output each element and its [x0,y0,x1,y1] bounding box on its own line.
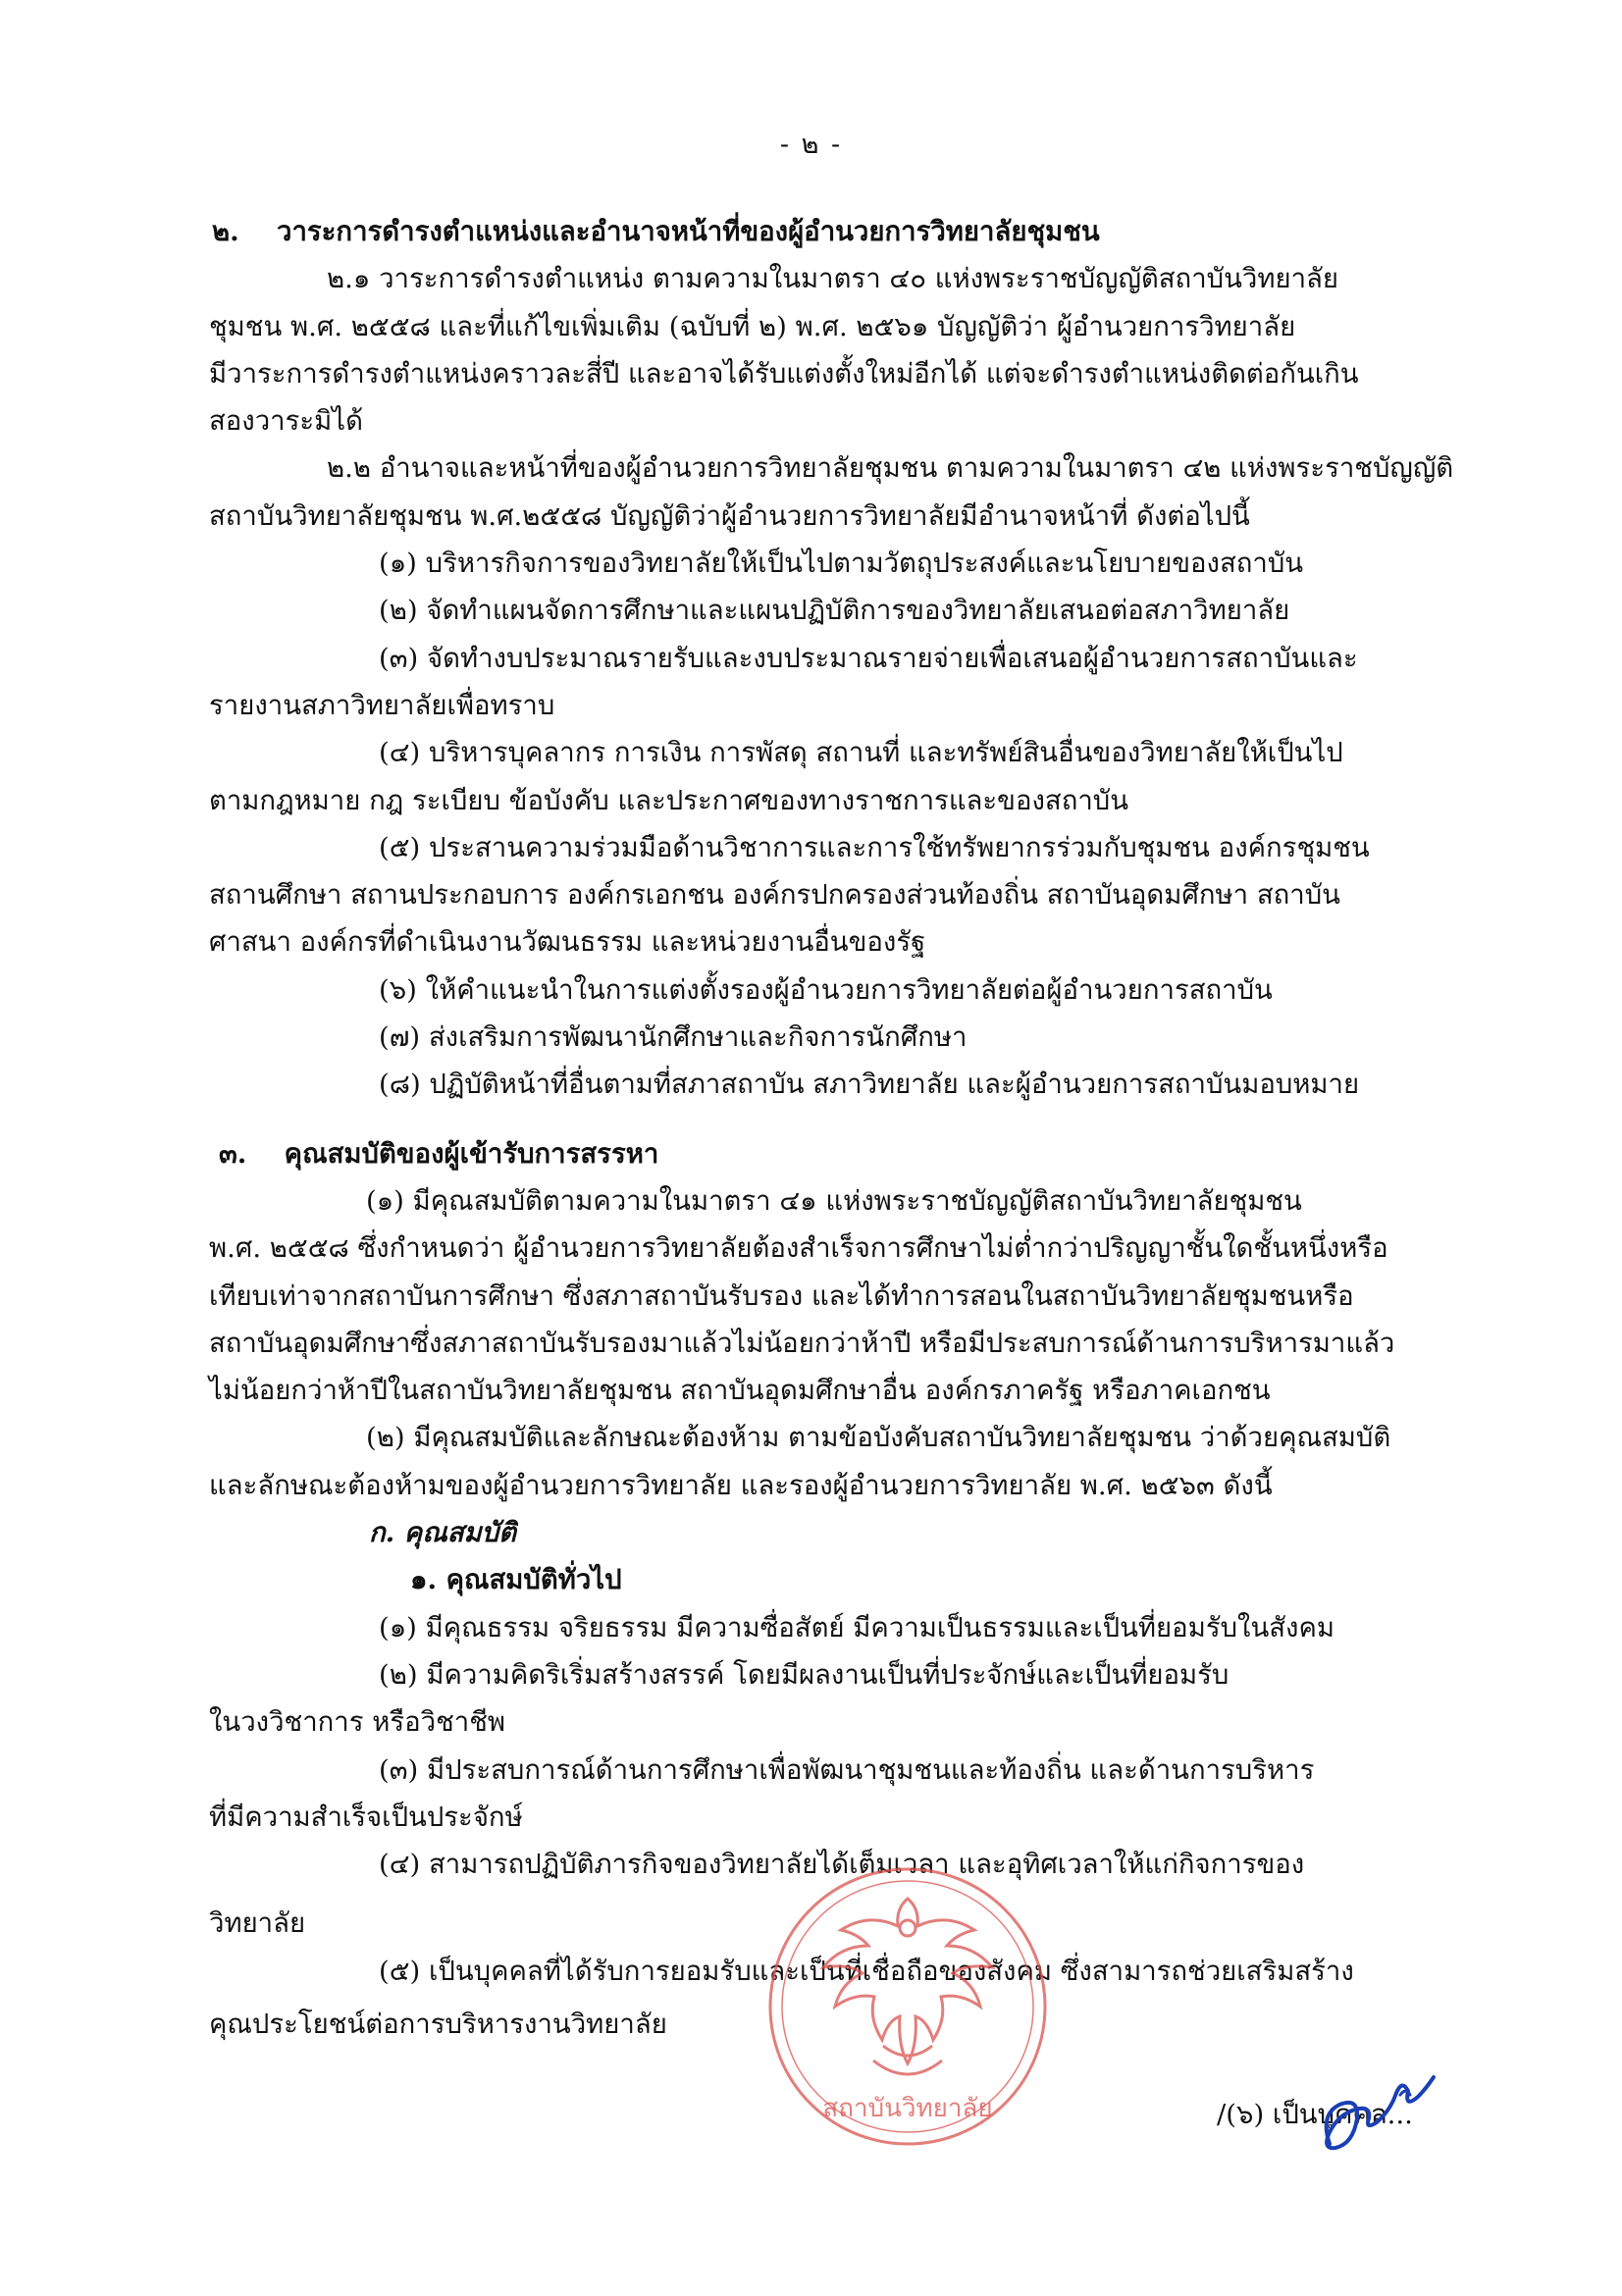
para-2-2-line: สถาบันวิทยาลัยชุมชน พ.ศ.๒๕๕๘ บัญญัติว่าผู้อำนวยการวิทยาลัยมีอำนาจหน้าที่ ดังต่อไปนี้ [209,499,1250,532]
qualification-1-line: สถาบันอุดมศึกษาซึ่งสภาสถาบันรับรองมาแล้วไม่น้อยกว่าห้าปี หรือมีประสบการณ์ด้านการบริหารมาแล้ว [209,1327,1395,1359]
general-qualification-item: (๕) เป็นบุคคลที่ได้รับการยอมรับและเป็นที่เชื่อถือของสังคม ซึ่งสามารถช่วยเสริมสร้าง [379,1955,1354,1987]
duty-item: (๗) ส่งเสริมการพัฒนานักศึกษาและกิจการนักศึกษา [379,1021,968,1054]
qualification-1-line: (๑) มีคุณสมบัติตามความในมาตรา ๔๑ แห่งพระราชบัญญัติสถาบันวิทยาลัยชุมชน [366,1184,1302,1217]
seal-text: สถาบันวิทยาลัย [822,2094,993,2123]
continuation-marker: /(๖) เป็นบุคคล... [1217,2099,1413,2130]
general-qualification-item-continued: ที่มีความสำเร็จเป็นประจักษ์ [209,1800,523,1833]
garuda-seal-stamp [756,1859,1060,2154]
general-qualification-item: (๒) มีความคิดริเริ่มสร้างสรรค์ โดยมีผลงานเป็นที่ประจักษ์และเป็นที่ยอมรับ [379,1658,1230,1691]
general-qualification-item: (๓) มีประสบการณ์ด้านการศึกษาเพื่อพัฒนาชุมชนและท้องถิ่น และด้านการบริหาร [379,1753,1315,1786]
general-qualification-item-continued: คุณประโยชน์ต่อการบริหารงานวิทยาลัย [209,2008,667,2040]
subheading-qualifications: ก. คุณสมบัติ [369,1517,516,1549]
para-2-1-line: ชุมชน พ.ศ. ๒๕๕๘ และที่แก้ไขเพิ่มเติม (ฉบับที่ ๒) พ.ศ. ๒๕๖๑ บัญญัติว่า ผู้อำนวยการวิทยาลัย [209,310,1296,342]
qualification-1-line: ไม่น้อยกว่าห้าปีในสถาบันวิทยาลัยชุมชน สถาบันอุดมศึกษาอื่น องค์กรภาครัฐ หรือภาคเอกชน [209,1375,1271,1407]
duty-item: (๓) จัดทำงบประมาณรายรับและงบประมาณรายจ่ายเพื่อเสนอผู้อำนวยการสถาบันและ [379,642,1358,674]
subheading-general-qualifications: ๑. คุณสมบัติทั่วไป [410,1564,622,1596]
duty-item: (๑) บริหารกิจการของวิทยาลัยให้เป็นไปตามวัตถุประสงค์และนโยบายของสถาบัน [379,548,1304,580]
page-number: - ๒ - [779,130,843,160]
section-3-number: ๓. [219,1137,247,1170]
duty-item: (๒) จัดทำแผนจัดการศึกษาและแผนปฏิบัติการของวิทยาลัยเสนอต่อสภาวิทยาลัย [379,595,1290,627]
general-qualification-item: (๑) มีคุณธรรม จริยธรรม มีความซื่อสัตย์ มีความเป็นธรรมและเป็นที่ยอมรับในสังคม [379,1611,1335,1644]
section-3-title: คุณสมบัติของผู้เข้ารับการสรรหา [284,1137,659,1170]
duty-item-continued: ศาสนา องค์กรที่ดำเนินงานวัฒนธรรม และหน่วยงานอื่นของรัฐ [209,926,926,959]
duty-item: (๖) ให้คำแนะนำในการแต่งตั้งรองผู้อำนวยการวิทยาลัยต่อผู้อำนวยการสถาบัน [379,973,1273,1006]
qualification-2-line: (๒) มีคุณสมบัติและลักษณะต้องห้าม ตามข้อบังคับสถาบันวิทยาลัยชุมชน ว่าด้วยคุณสมบัติ [366,1422,1391,1454]
section-2-title: วาระการดำรงตำแหน่งและอำนาจหน้าที่ของผู้อำนวยการวิทยาลัยชุมชน [277,216,1100,247]
handwritten-signature [1310,2065,1447,2164]
section-2-heading [209,208,1426,255]
duty-item: (๘) ปฏิบัติหน้าที่อื่นตามที่สภาสถาบัน สภาวิทยาลัย และผู้อำนวยการสถาบันมอบหมาย [379,1069,1360,1101]
section-3-heading [209,1130,1426,1177]
qualification-2-line: และลักษณะต้องห้ามของผู้อำนวยการวิทยาลัย และรองผู้อำนวยการวิทยาลัย พ.ศ. ๒๕๖๓ ดังนี้ [209,1469,1273,1501]
duty-item-continued: สถานศึกษา สถานประกอบการ องค์กรเอกชน องค์กรปกครองส่วนท้องถิ่น สถาบันอุดมศึกษา สถาบัน [209,879,1340,912]
qualification-1-line: เทียบเท่าจากสถาบันการศึกษา ซึ่งสภาสถาบันรับรอง และได้ทำการสอนในสถาบันวิทยาลัยชุมชนหรือ [209,1279,1354,1312]
duty-item: (๕) ประสานความร่วมมือด้านวิชาการและการใช้ทรัพยากรร่วมกับชุมชน องค์กรชุมชน [379,831,1370,863]
duty-item-continued: รายงานสภาวิทยาลัยเพื่อทราบ [209,689,555,721]
document-body [209,208,1454,2048]
general-qualification-item-continued: วิทยาลัย [209,1907,306,1940]
qualification-1-line: พ.ศ. ๒๕๕๘ ซึ่งกำหนดว่า ผู้อำนวยการวิทยาลัยต้องสำเร็จการศึกษาไม่ต่ำกว่าปริญญาชั้นใดชั้นหนึ่งหรือ [209,1232,1388,1265]
general-qualification-item: (๔) สามารถปฏิบัติภารกิจของวิทยาลัยได้เต็มเวลา และอุทิศเวลาให้แก่กิจการของ [379,1849,1305,1881]
para-2-1-line: ๒.๑ วาระการดำรงตำแหน่ง ตามความในมาตรา ๔๐ แห่งพระราชบัญญัติสถาบันวิทยาลัย [327,263,1338,295]
duty-item: (๔) บริหารบุคลากร การเงิน การพัสดุ สถานที่ และทรัพย์สินอื่นของวิทยาลัยให้เป็นไป [379,737,1343,769]
general-qualification-item-continued: ในวงวิชาการ หรือวิชาชีพ [209,1706,506,1739]
para-2-1-line: มีวาระการดำรงตำแหน่งคราวละสี่ปี และอาจได้รับแต่งตั้งใหม่อีกได้ แต่จะดำรงตำแหน่งติดต่อกันเกิน [209,357,1359,390]
section-2-number: ๒. [212,216,239,247]
para-2-1-line: สองวาระมิได้ [209,405,363,438]
duty-item-continued: ตามกฎหมาย กฎ ระเบียบ ข้อบังคับ และประกาศของทางราชการและของสถาบัน [209,784,1129,816]
para-2-2-line: ๒.๒ อำนาจและหน้าที่ของผู้อำนวยการวิทยาลัยชุมชน ตามความในมาตรา ๔๒ แห่งพระราชบัญญัติ [327,452,1454,485]
